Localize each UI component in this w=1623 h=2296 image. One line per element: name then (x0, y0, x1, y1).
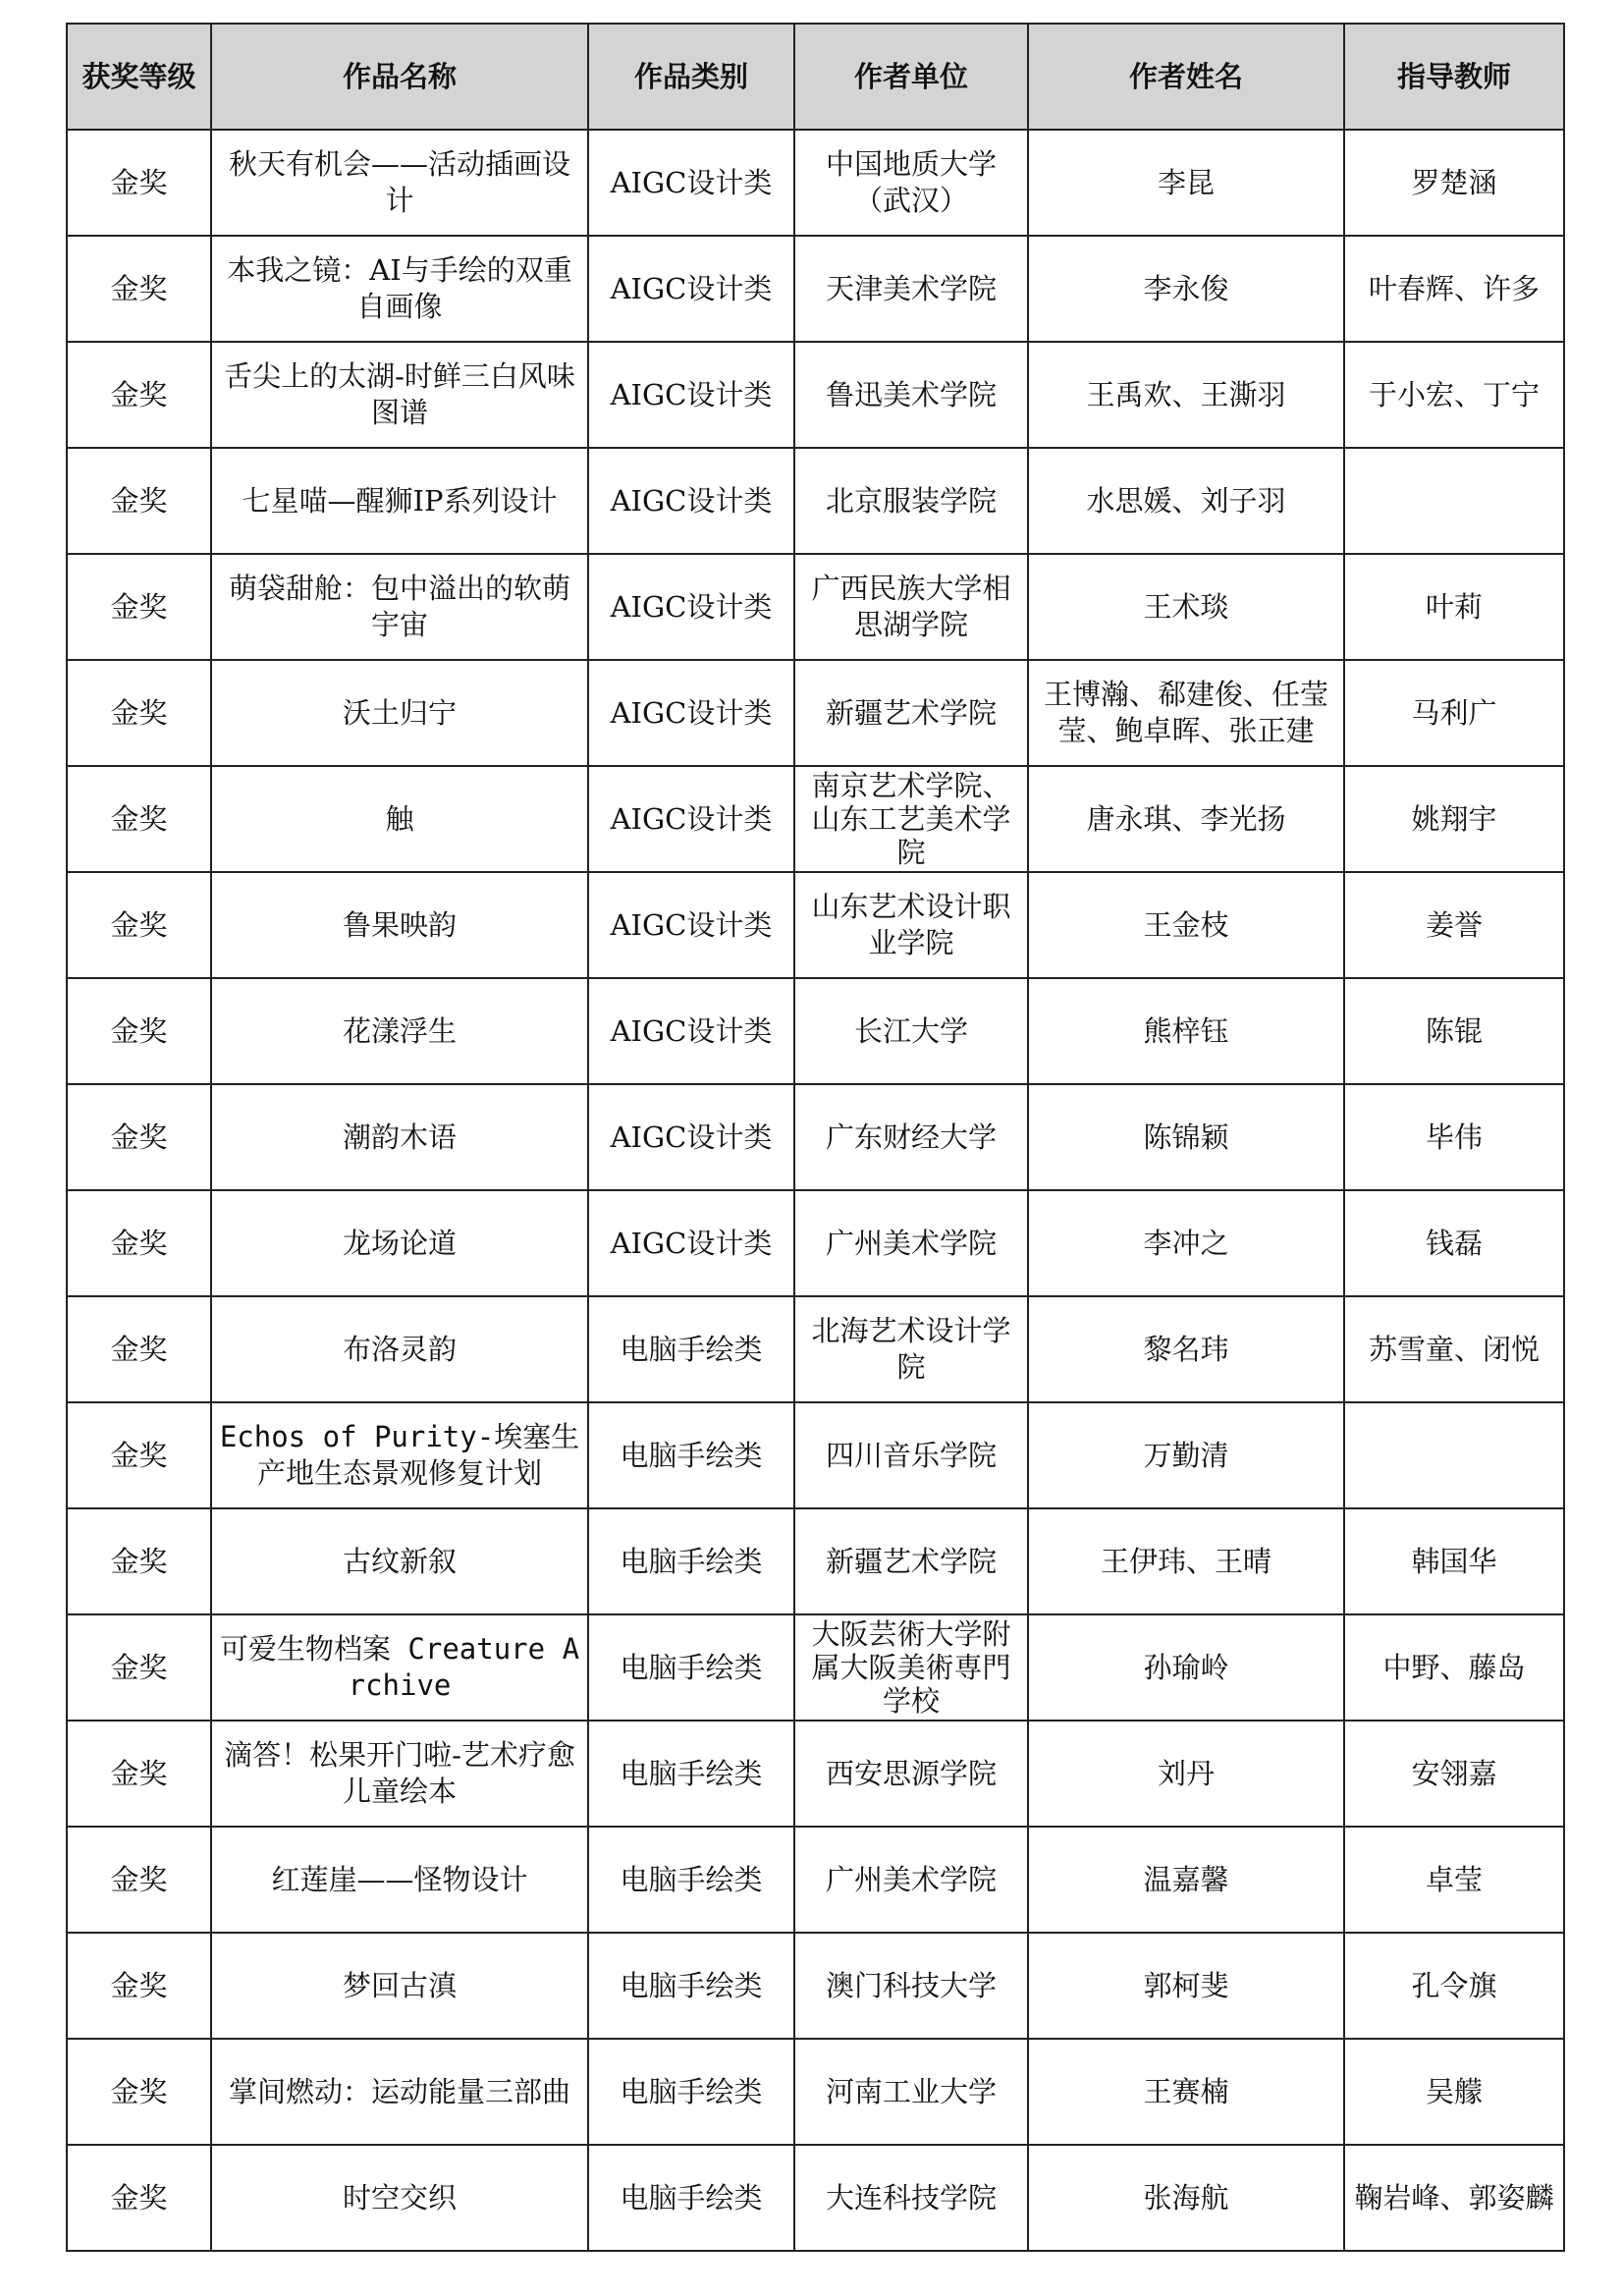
author-unit-cell: 广西民族大学相思湖学院 (794, 554, 1028, 660)
work-title-cell: 龙场论道 (211, 1190, 588, 1296)
author-unit-cell: 四川音乐学院 (794, 1402, 1028, 1508)
author-names-cell: 王伊玮、王晴 (1028, 1508, 1344, 1614)
award-level-cell: 金奖 (67, 1827, 211, 1933)
advisors-cell: 鞠岩峰、郭姿麟 (1344, 2145, 1564, 2251)
author-unit-cell: 中国地质大学（武汉） (794, 130, 1028, 236)
award-level-cell: 金奖 (67, 1508, 211, 1614)
work-category-cell: 电脑手绘类 (588, 1508, 794, 1614)
author-unit-cell: 广东财经大学 (794, 1084, 1028, 1190)
work-title-cell: 可爱生物档案 Creature Archive (211, 1614, 588, 1721)
work-category-cell: AIGC设计类 (588, 872, 794, 978)
table-row (67, 978, 1564, 1084)
award-level-cell: 金奖 (67, 1296, 211, 1402)
author-unit-cell: 河南工业大学 (794, 2039, 1028, 2145)
work-title-cell: 布洛灵韵 (211, 1296, 588, 1402)
work-category-cell: 电脑手绘类 (588, 1296, 794, 1402)
work-category-cell: 电脑手绘类 (588, 1402, 794, 1508)
author-names-cell: 陈锦颖 (1028, 1084, 1344, 1190)
author-unit-cell: 大阪芸術大学附属大阪美術専門学校 (794, 1614, 1028, 1721)
table-row (67, 130, 1564, 236)
table-row (67, 1296, 1564, 1402)
author-names-cell: 温嘉馨 (1028, 1827, 1344, 1933)
work-category-cell: AIGC设计类 (588, 660, 794, 766)
table-row (67, 448, 1564, 554)
author-unit-cell: 南京艺术学院、山东工艺美术学院 (794, 766, 1028, 872)
table-row (67, 236, 1564, 342)
work-title-cell: Echos of Purity-埃塞生产地生态景观修复计划 (211, 1402, 588, 1508)
author-names-cell: 唐永琪、李光扬 (1028, 766, 1344, 872)
advisors-cell: 中野、藤岛 (1344, 1614, 1564, 1721)
table-row (67, 872, 1564, 978)
table-row (67, 554, 1564, 660)
work-category-cell: 电脑手绘类 (588, 2145, 794, 2251)
author-names-cell: 孙瑜岭 (1028, 1614, 1344, 1721)
work-category-cell: AIGC设计类 (588, 766, 794, 872)
table-row (67, 2039, 1564, 2145)
header-author-unit: 作者单位 (794, 24, 1028, 130)
table-row (67, 2145, 1564, 2251)
award-level-cell: 金奖 (67, 1190, 211, 1296)
advisors-cell: 马利广 (1344, 660, 1564, 766)
work-title-cell: 触 (211, 766, 588, 872)
author-names-cell: 熊梓钰 (1028, 978, 1344, 1084)
table-row (67, 1190, 1564, 1296)
author-unit-cell: 新疆艺术学院 (794, 660, 1028, 766)
advisors-cell: 叶莉 (1344, 554, 1564, 660)
author-unit-cell: 大连科技学院 (794, 2145, 1028, 2251)
work-title-cell: 本我之镜：AI与手绘的双重自画像 (211, 236, 588, 342)
work-category-cell: AIGC设计类 (588, 448, 794, 554)
work-title-cell: 古纹新叙 (211, 1508, 588, 1614)
award-level-cell: 金奖 (67, 554, 211, 660)
header-advisors: 指导教师 (1344, 24, 1564, 130)
author-names-cell: 王禹欢、王澌羽 (1028, 342, 1344, 448)
header-work-category: 作品类别 (588, 24, 794, 130)
author-names-cell: 李冲之 (1028, 1190, 1344, 1296)
award-level-cell: 金奖 (67, 1402, 211, 1508)
award-level-cell: 金奖 (67, 2145, 211, 2251)
author-names-cell: 万勤清 (1028, 1402, 1344, 1508)
award-level-cell: 金奖 (67, 130, 211, 236)
author-unit-cell: 北海艺术设计学院 (794, 1296, 1028, 1402)
author-unit-cell: 天津美术学院 (794, 236, 1028, 342)
award-level-cell: 金奖 (67, 978, 211, 1084)
table-row (67, 1933, 1564, 2039)
work-title-cell: 滴答！松果开门啦-艺术疗愈儿童绘本 (211, 1721, 588, 1827)
award-level-cell: 金奖 (67, 2039, 211, 2145)
work-title-cell: 红莲崖——怪物设计 (211, 1827, 588, 1933)
advisors-cell: 叶春辉、许多 (1344, 236, 1564, 342)
table-row (67, 660, 1564, 766)
work-title-cell: 舌尖上的太湖-时鲜三白风味图谱 (211, 342, 588, 448)
award-level-cell: 金奖 (67, 872, 211, 978)
advisors-cell (1344, 1402, 1564, 1508)
work-category-cell: 电脑手绘类 (588, 1933, 794, 2039)
advisors-cell: 于小宏、丁宁 (1344, 342, 1564, 448)
author-names-cell: 郭柯斐 (1028, 1933, 1344, 2039)
advisors-cell: 苏雪童、闭悦 (1344, 1296, 1564, 1402)
author-unit-cell: 广州美术学院 (794, 1827, 1028, 1933)
author-unit-cell: 广州美术学院 (794, 1190, 1028, 1296)
author-names-cell: 王金枝 (1028, 872, 1344, 978)
award-level-cell: 金奖 (67, 766, 211, 872)
table-row (67, 1721, 1564, 1827)
advisors-cell: 吴艨 (1344, 2039, 1564, 2145)
work-title-cell: 梦回古滇 (211, 1933, 588, 2039)
work-category-cell: 电脑手绘类 (588, 1827, 794, 1933)
work-category-cell: AIGC设计类 (588, 130, 794, 236)
advisors-cell: 罗楚涵 (1344, 130, 1564, 236)
work-category-cell: AIGC设计类 (588, 978, 794, 1084)
author-names-cell: 李昆 (1028, 130, 1344, 236)
table-row (67, 1614, 1564, 1721)
award-table (66, 23, 1565, 2252)
work-category-cell: AIGC设计类 (588, 1190, 794, 1296)
advisors-cell: 毕伟 (1344, 1084, 1564, 1190)
award-level-cell: 金奖 (67, 1614, 211, 1721)
award-level-cell: 金奖 (67, 448, 211, 554)
award-level-cell: 金奖 (67, 1084, 211, 1190)
table-row (67, 1084, 1564, 1190)
author-unit-cell: 新疆艺术学院 (794, 1508, 1028, 1614)
work-title-cell: 潮韵木语 (211, 1084, 588, 1190)
header-row (67, 24, 1564, 130)
work-category-cell: 电脑手绘类 (588, 2039, 794, 2145)
advisors-cell: 钱磊 (1344, 1190, 1564, 1296)
advisors-cell: 陈锟 (1344, 978, 1564, 1084)
advisors-cell (1344, 448, 1564, 554)
advisors-cell: 孔令旗 (1344, 1933, 1564, 2039)
work-title-cell: 秋天有机会——活动插画设计 (211, 130, 588, 236)
table-row (67, 1827, 1564, 1933)
author-names-cell: 王赛楠 (1028, 2039, 1344, 2145)
table-row (67, 1508, 1564, 1614)
author-names-cell: 水思媛、刘子羽 (1028, 448, 1344, 554)
work-title-cell: 萌袋甜舱：包中溢出的软萌宇宙 (211, 554, 588, 660)
author-unit-cell: 长江大学 (794, 978, 1028, 1084)
author-unit-cell: 鲁迅美术学院 (794, 342, 1028, 448)
advisors-cell: 姜誉 (1344, 872, 1564, 978)
author-names-cell: 王术琰 (1028, 554, 1344, 660)
header-award-level: 获奖等级 (67, 24, 211, 130)
author-unit-cell: 西安思源学院 (794, 1721, 1028, 1827)
author-unit-cell: 北京服装学院 (794, 448, 1028, 554)
author-names-cell: 张海航 (1028, 2145, 1344, 2251)
award-level-cell: 金奖 (67, 236, 211, 342)
work-category-cell: AIGC设计类 (588, 236, 794, 342)
table-row (67, 1402, 1564, 1508)
work-category-cell: AIGC设计类 (588, 342, 794, 448)
award-level-cell: 金奖 (67, 342, 211, 448)
award-level-cell: 金奖 (67, 660, 211, 766)
author-names-cell: 李永俊 (1028, 236, 1344, 342)
header-work-title: 作品名称 (211, 24, 588, 130)
work-title-cell: 沃土归宁 (211, 660, 588, 766)
table-row (67, 766, 1564, 872)
advisors-cell: 姚翔宇 (1344, 766, 1564, 872)
work-category-cell: AIGC设计类 (588, 1084, 794, 1190)
work-category-cell: 电脑手绘类 (588, 1614, 794, 1721)
work-category-cell: 电脑手绘类 (588, 1721, 794, 1827)
work-title-cell: 七星喵—醒狮IP系列设计 (211, 448, 588, 554)
work-category-cell: AIGC设计类 (588, 554, 794, 660)
work-title-cell: 鲁果映韵 (211, 872, 588, 978)
award-level-cell: 金奖 (67, 1933, 211, 2039)
author-unit-cell: 澳门科技大学 (794, 1933, 1028, 2039)
header-author-names: 作者姓名 (1028, 24, 1344, 130)
work-title-cell: 时空交织 (211, 2145, 588, 2251)
work-title-cell: 掌间燃动：运动能量三部曲 (211, 2039, 588, 2145)
advisors-cell: 卓莹 (1344, 1827, 1564, 1933)
award-level-cell: 金奖 (67, 1721, 211, 1827)
table-row (67, 342, 1564, 448)
work-title-cell: 花漾浮生 (211, 978, 588, 1084)
author-unit-cell: 山东艺术设计职业学院 (794, 872, 1028, 978)
author-names-cell: 刘丹 (1028, 1721, 1344, 1827)
advisors-cell: 安翎嘉 (1344, 1721, 1564, 1827)
author-names-cell: 王博瀚、郗建俊、任莹莹、鲍卓晖、张正建 (1028, 660, 1344, 766)
author-names-cell: 黎名玮 (1028, 1296, 1344, 1402)
advisors-cell: 韩国华 (1344, 1508, 1564, 1614)
